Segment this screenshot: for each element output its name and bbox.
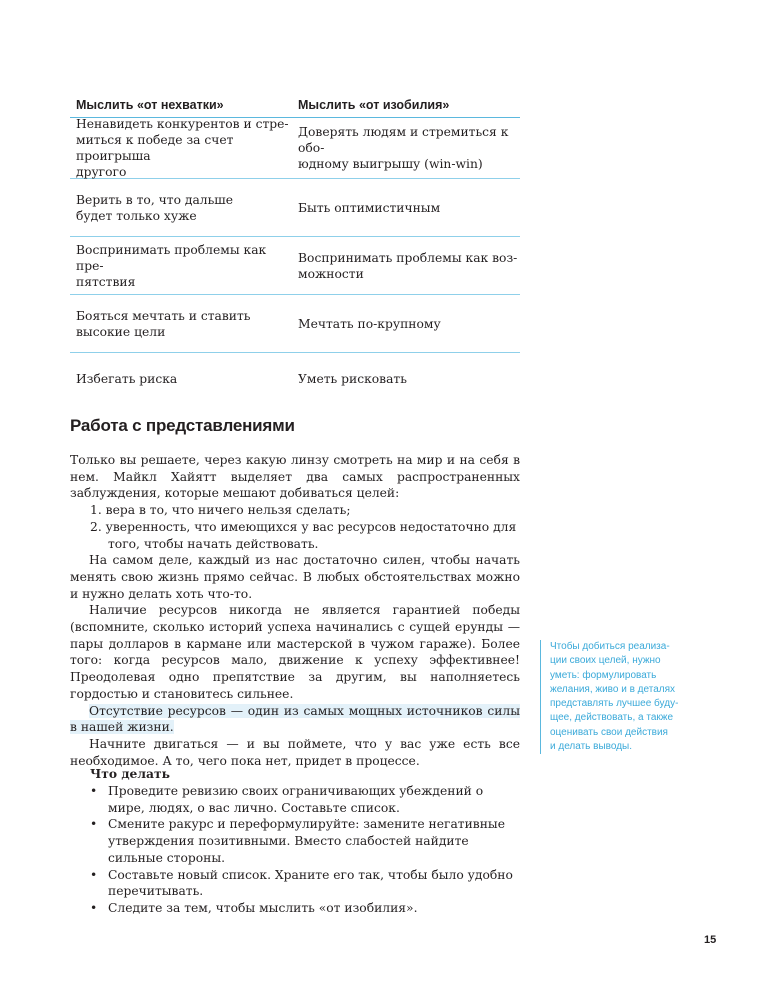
table-row: [70, 353, 520, 405]
cell-scarcity: Верить в то, что дальше будет только хуже: [76, 192, 234, 223]
section-body: [70, 452, 520, 769]
cell-scarcity: Ненавидеть конкурентов и стре- миться к победе за счет проигрыша другого: [76, 117, 289, 179]
todo-title: Что делать: [90, 766, 170, 781]
cell-abundance: Быть оптимистичным: [298, 200, 441, 215]
list-item: [90, 783, 520, 816]
todo-list: [90, 783, 520, 917]
highlight-text: Отсутствие ресурсов — один из самых мощных источников силы в нашей жизни.: [70, 703, 520, 735]
bullet: •: [90, 900, 98, 915]
cell-abundance: Мечтать по-крупному: [298, 316, 441, 331]
todo-item-text: Смените ракурс и переформулируйте: замените негативные утверждения позитивными. Вместо слабостей найдите сильные стороны.: [108, 817, 505, 865]
header-abundance: Мыслить «от изобилия»: [298, 98, 450, 112]
misconceptions-list: [70, 502, 520, 552]
table-row: [70, 295, 520, 353]
todo-item-text: Составьте новый список. Храните его так, чтобы было удобно перечитывать.: [108, 867, 513, 899]
list-item: 2. уверенность, что имеющихся у вас ресурсов недостаточно для того, чтобы начать действовать.: [90, 519, 517, 551]
cell-scarcity: Бояться мечтать и ставить высокие цели: [76, 308, 251, 339]
table-header: [70, 93, 520, 118]
list-item: 1. вера в то, что ничего нельзя сделать;: [90, 503, 351, 518]
section-title: Работа с представлениями: [70, 416, 295, 435]
intro-paragraph: Только вы решаете, через какую линзу смотреть на мир и на себя в нем. Майкл Хайятт выделяет два самых распространенных заблуждения, которые мешают добиваться целей:: [70, 453, 520, 501]
list-item: [90, 867, 520, 900]
body-paragraph: На самом деле, каждый из нас достаточно силен, чтобы начать менять свою жизнь прямо сейчас. В любых обстоятельствах можно и нужно делать хоть что-то.: [70, 553, 520, 601]
comparison-table: [70, 93, 520, 405]
bullet: •: [90, 784, 98, 798]
list-item: [90, 900, 520, 917]
page-number: 15: [704, 934, 717, 946]
table-row: [70, 179, 520, 237]
table-row: [70, 237, 520, 295]
body-paragraph: Начните двигаться — и вы поймете, что у вас уже есть все необходимое. А то, чего пока нет, придет в процессе.: [70, 736, 520, 768]
todo-item-text: Следите за тем, чтобы мыслить «от изобилия».: [108, 900, 418, 915]
cell-scarcity: Воспринимать проблемы как пре- пятствия: [76, 242, 267, 289]
table-row: [70, 118, 520, 179]
cell-abundance: Доверять людям и стремиться к обо- юдному выигрышу (win-win): [298, 125, 509, 171]
bullet: •: [90, 867, 98, 882]
cell-abundance: Воспринимать проблемы как воз- можности: [298, 250, 518, 281]
list-item: [90, 816, 520, 866]
cell-abundance: Уметь рисковать: [298, 372, 407, 386]
highlighted-paragraph: [70, 703, 520, 736]
body-paragraph: Наличие ресурсов никогда не является гарантией победы (вспомните, сколько историй успеха начинались с сущей ерунды — пары долларов в кармане или мастерской в чужом гараже). Более того: когда ресурсов мало, движение к успеху эффективнее! Преодолевая одно препятствие за другим, вы наполняетесь гордостью и становитесь сильнее.: [70, 603, 520, 701]
bullet: •: [90, 817, 98, 832]
sidebar-note: Чтобы добиться реализа- ции своих целей, нужно уметь: формулировать желания, живо и в деталях представлять лучшее буду- щее, действовать, а также оценивать свои действия и делать выводы.: [540, 640, 690, 754]
header-scarcity: Мыслить «от нехватки»: [76, 98, 224, 112]
cell-scarcity: Избегать риска: [76, 372, 178, 386]
todo-item-text: Проведите ревизию своих ограничивающих убеждений о мире, людях, о вас лично. Составьте список.: [108, 784, 484, 815]
